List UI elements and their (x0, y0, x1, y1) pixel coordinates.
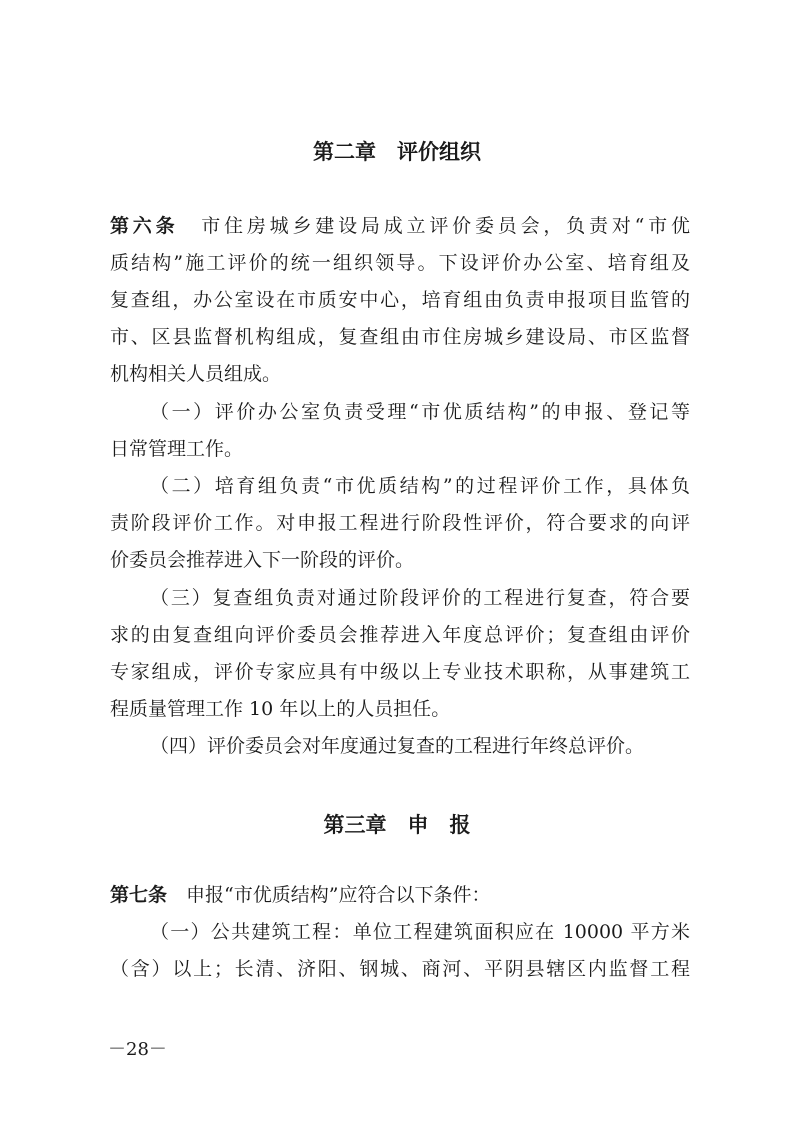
item-3-line-3: 专家组成，评价专家应具有中级以上专业技术职称，从事建筑工 (110, 661, 690, 683)
article-7-item-1-rest (110, 951, 690, 988)
article-6-line-3: 复查组，办公室设在市质安中心，培育组由负责申报项目监管的 (110, 289, 690, 311)
article-6 (110, 208, 690, 393)
article-7-line-1: 第七条 申报“市优质结构”应符合以下条件： (110, 884, 491, 906)
item-4 (150, 728, 690, 765)
item-3-line-4: 程质量管理工作 10 年以上的人员担任。 (110, 698, 451, 720)
article-6-line-4: 市、区县监督机构组成，复查组由市住房城乡建设局、市区监督 (110, 326, 690, 348)
item-2-line-1: （二）培育组负责“市优质结构”的过程评价工作，具体负 (150, 475, 690, 497)
article-7-item-1-line-2: （含）以上；长清、济阳、钢城、商河、平阴县辖区内监督工程 (110, 958, 690, 980)
article-6-line-1: 第六条 市住房城乡建设局成立评价委员会，负责对“市优 (110, 215, 690, 237)
article-7-label: 第七条 (110, 884, 168, 906)
article-7-item-1-line-1: （一）公共建筑工程：单位工程建筑面积应在 10000 平方米 (150, 921, 690, 943)
item-2-rest (110, 505, 690, 579)
chapter-3-title: 第三章 申 报 (323, 813, 471, 837)
chapter-2-title: 第二章 评价组织 (313, 140, 481, 164)
item-2-line-2: 责阶段评价工作。对申报工程进行阶段性评价，符合要求的向评 (110, 512, 690, 534)
article-6-line-5: 机构相关人员组成。 (110, 363, 282, 385)
item-2-line-3: 价委员会推荐进入下一阶段的评价。 (110, 549, 415, 571)
page-number: －28－ (108, 1039, 167, 1060)
item-1-line-1: （一）评价办公室负责受理“市优质结构”的申报、登记等 (150, 401, 690, 423)
item-2-first (150, 468, 690, 505)
item-4-line-1: （四）评价委员会对年度通过复查的工程进行年终总评价。 (150, 735, 645, 757)
article-7-item-1-first (150, 914, 690, 951)
article-6-label: 第六条 (110, 215, 179, 237)
item-1-rest (110, 431, 690, 468)
item-3-line-2: 求的由复查组向评价委员会推荐进入年度总评价；复查组由评价 (110, 624, 690, 646)
article-6-line-2: 质结构”施工评价的统一组织领导。下设评价办公室、培育组及 (110, 252, 690, 274)
article-7 (110, 877, 690, 914)
item-3-rest (110, 617, 690, 728)
item-3-first (150, 580, 690, 617)
item-1-line-2: 日常管理工作。 (110, 438, 244, 460)
item-1-first (150, 394, 690, 431)
item-3-line-1: （三）复查组负责对通过阶段评价的工程进行复查，符合要 (150, 587, 690, 609)
